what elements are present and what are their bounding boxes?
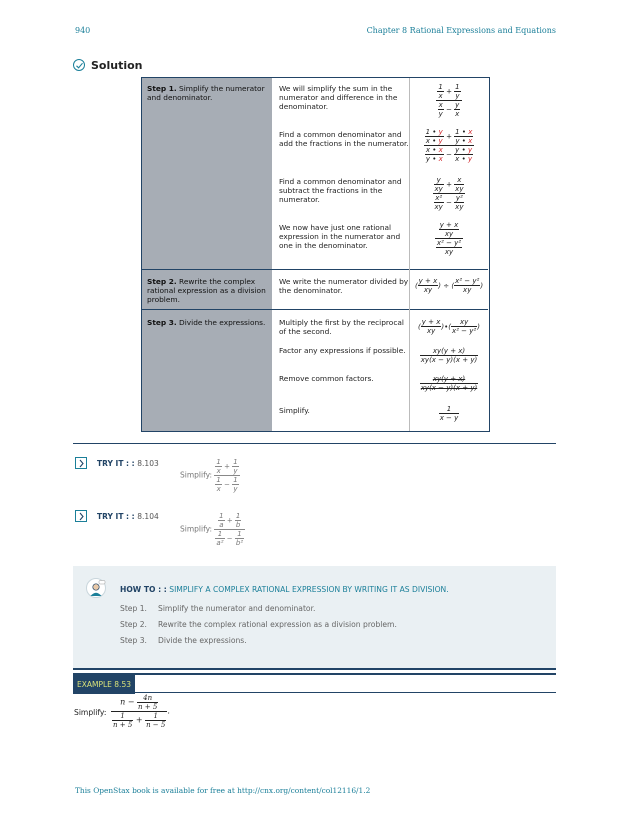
step-1-desc-4: We now have just one rational expression in the numerator and one in the denominator. — [279, 223, 401, 250]
math-common-denominator: $\frac{1 • y}{x • y}$ + $\frac{1 • x}{y • x}$ $\frac{x • x}{y • x}$ − $\frac{y • y}{x • y}$ — [425, 128, 473, 163]
person-icon — [86, 578, 106, 598]
how-to-step: Step 3. Divide the expressions. — [120, 636, 247, 645]
example-header — [73, 673, 556, 692]
footer-text: This OpenStax book is available for free at http://cnx.org/content/col12116/1.2 — [75, 786, 371, 795]
step-1-desc-3: Find a common denominator and subtract the fractions in the numerator. — [279, 177, 402, 204]
section-divider — [73, 443, 556, 444]
try-it-problem: Simplify: $\frac{1}{x}$ + $\frac{1}{y}$ $\frac{1}{x}$ − $\frac{1}{y}$ — [180, 458, 238, 493]
math-factored: $\frac{xy(y + x)}{xy(x - y)(x + y)}$ — [420, 347, 478, 364]
step-1-desc-1: We will simplify the sum in the numerator and difference in the denominator. — [279, 84, 398, 111]
step-2-desc-1: We write the numerator divided by the denominator. — [279, 277, 409, 295]
math-cancelled: $\frac{xy(y + x)}{xy(x - y)(x + y)}$ — [420, 375, 478, 392]
step-3-text: Step 3. Divide the expressions. — [147, 318, 266, 327]
math-combined-terms: $\frac{y}{xy}$ + $\frac{x}{xy}$ $\frac{\text{x²}}{xy}$ − $\frac{\text{y²}}{xy}$ — [434, 176, 464, 211]
step-3-desc-1: Multiply the first by the reciprocal of the second. — [279, 318, 404, 336]
check-circle-icon — [73, 59, 85, 71]
solution-steps-table — [141, 77, 490, 432]
math-reciprocal: ( $\frac{y + x}{xy}$ )•( $\frac{xy}{\text{x² − y²}}$ ) — [418, 318, 480, 335]
math-result: $\frac{1}{x - y}$ — [439, 405, 459, 422]
chapter-title: Chapter 8 Rational Expressions and Equations — [366, 26, 556, 35]
try-it-label: TRY IT : : 8.104 — [97, 512, 159, 521]
example-expression: n − $\frac{4n}{n + 5}$ $\frac{1}{n + 5}$ + $\frac{1}{n - 5}$ . — [113, 694, 170, 729]
how-to-title: HOW TO : : SIMPLIFY A COMPLEX RATIONAL EXPRESSION BY WRITING IT AS DIVISION. — [120, 585, 449, 594]
try-it-problem: Simplify: $\frac{1}{a}$ + $\frac{1}{b}$ $\frac{1}{\text{a²}}$ − $\frac{1}{\text{b²}}$ — [180, 512, 244, 547]
how-to-box — [73, 566, 556, 670]
row-divider — [142, 269, 488, 270]
try-it-label: TRY IT : : 8.103 — [97, 459, 159, 468]
example-prompt: Simplify: — [74, 708, 107, 717]
how-to-step: Step 1. Simplify the numerator and denominator. — [120, 604, 316, 613]
math-single-expressions: $\frac{\frac{y + x}{xy}}{\frac{\text{x² − y²}}{xy}}$ — [436, 221, 462, 256]
example-underline — [135, 692, 556, 693]
math-division: ( $\frac{y + x}{xy}$ ) ÷ ( $\frac{\text{x² − y²}}{xy}$ ) — [414, 277, 484, 294]
math-complex-fraction: $\frac{1}{x}$ + $\frac{1}{y}$ $\frac{x}{y}$ − $\frac{y}{x}$ — [438, 83, 460, 118]
step-3-desc-3: Remove common factors. — [279, 374, 374, 383]
page-number: 940 — [75, 26, 91, 35]
step-3-desc-2: Factor any expressions if possible. — [279, 346, 406, 355]
step-1-desc-2: Find a common denominator and add the fractions in the numerator. — [279, 130, 409, 148]
step-3-desc-4: Simplify. — [279, 406, 310, 415]
solution-heading: Solution — [91, 59, 143, 72]
expand-chevron-icon[interactable] — [75, 457, 87, 469]
step-2-text: Step 2. Rewrite the complex rational expression as a division problem. — [147, 277, 266, 304]
example-label: EXAMPLE 8.53 — [73, 675, 135, 694]
step-3-cell — [142, 310, 273, 431]
step-1-text: Step 1. Simplify the numerator and denominator. — [147, 84, 265, 102]
how-to-step: Step 2. Rewrite the complex rational expression as a division problem. — [120, 620, 397, 629]
expand-chevron-icon[interactable] — [75, 510, 87, 522]
step-1-cell — [142, 78, 273, 269]
row-divider — [142, 309, 488, 310]
